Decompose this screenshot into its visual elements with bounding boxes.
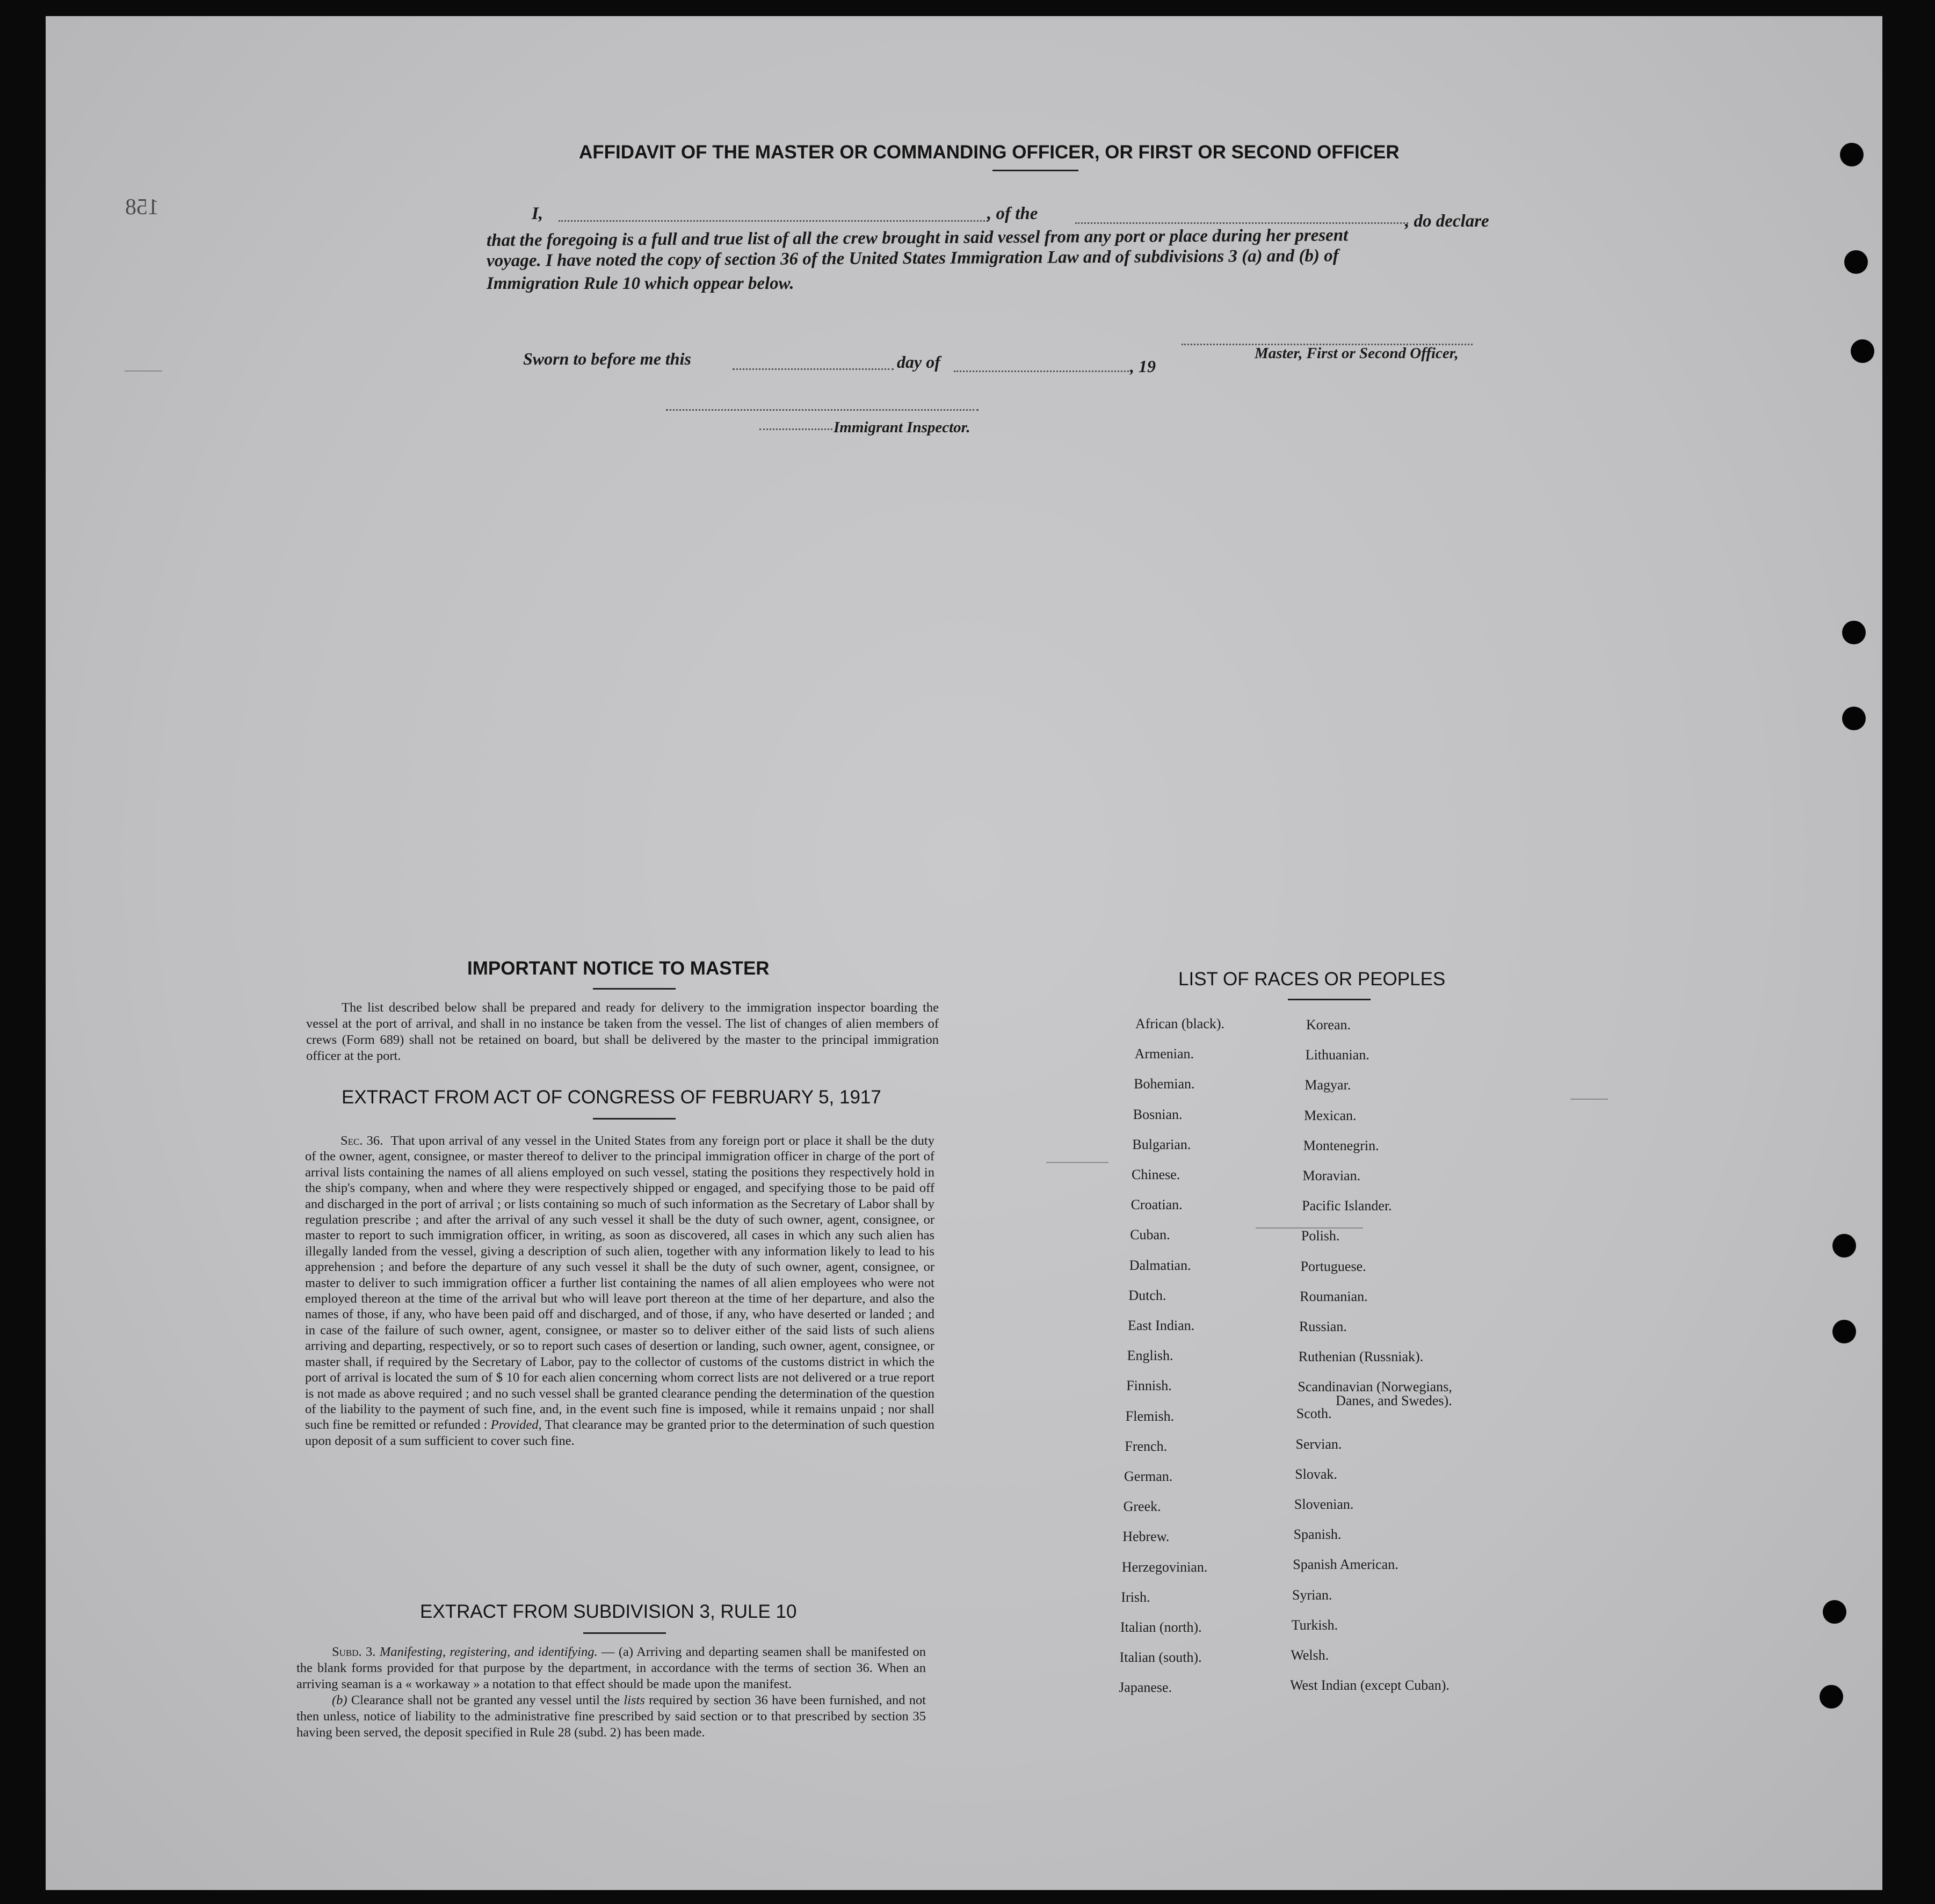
punch-hole xyxy=(1823,1600,1846,1624)
stray-mark xyxy=(1570,1099,1608,1100)
race-item: German. xyxy=(1124,1469,1173,1484)
race-item: Lithuanian. xyxy=(1305,1047,1369,1063)
race-item: Italian (north). xyxy=(1120,1619,1202,1635)
statement-line-4: Immigration Rule 10 which oppear below. xyxy=(487,274,794,293)
rule-title: EXTRACT FROM SUBDIVISION 3, RULE 10 xyxy=(420,1601,797,1622)
subd-label: Subd. 3. xyxy=(332,1645,376,1659)
race-item: Greek. xyxy=(1123,1499,1161,1515)
race-item: Servian. xyxy=(1295,1436,1342,1452)
notice-title: IMPORTANT NOTICE TO MASTER xyxy=(467,958,770,979)
subd-b-text-2: required by section 36 have been furnished, and not then unless, notice of liability to the administrative fine prescribed by said section or to that prescribed by section 35 having been served, the deposit specified in Rule 28 (subd. 2) has been made. xyxy=(296,1693,926,1740)
subd-a-text: — (a) Arriving and departing seamen shall be manifested on the blank forms provided for that purpose by the department, in accordance with the terms of section 36. When an arriving seaman is a « workaway » a notation to that effect should be made upon the manifest. xyxy=(296,1645,926,1691)
punch-hole xyxy=(1820,1685,1843,1709)
race-item: Syrian. xyxy=(1292,1587,1332,1603)
punch-hole xyxy=(1840,143,1864,166)
race-item: Turkish. xyxy=(1291,1617,1338,1633)
vessel-name-blank xyxy=(1075,222,1408,224)
race-item: Bohemian. xyxy=(1134,1076,1195,1092)
punch-hole xyxy=(1844,250,1868,274)
punch-hole xyxy=(1842,707,1866,730)
race-item: Armenian. xyxy=(1134,1046,1194,1062)
race-item: Herzegovinian. xyxy=(1121,1559,1208,1575)
punch-hole xyxy=(1851,339,1874,363)
race-item: Dalmatian. xyxy=(1129,1257,1191,1273)
race-item: Mexican. xyxy=(1304,1107,1357,1123)
races-rule xyxy=(1288,999,1371,1000)
act-tail: That clearance may be granted prior to the determination of such question upon deposit of a sum sufficient to cover such fine. xyxy=(305,1418,935,1448)
punch-hole xyxy=(1832,1234,1856,1258)
rule-paragraph xyxy=(296,1644,926,1741)
race-item: Japanese. xyxy=(1119,1680,1172,1696)
year-label: , 19 xyxy=(1130,357,1156,376)
race-item: Dutch. xyxy=(1128,1287,1166,1303)
notice-body: The list described below shall be prepared and ready for delivery to the immigration inspector boarding the vessel at the port of arrival, and shall in no instance be taken from the vessel. The list of changes of alien members of crews (Form 689) shall not be retained on board, but shall be delivered by the master to the principal immigration officer at the port. xyxy=(306,1000,939,1063)
race-item: Slovak. xyxy=(1295,1466,1337,1482)
race-item: Korean. xyxy=(1306,1017,1351,1033)
race-item: Croatian. xyxy=(1130,1197,1183,1213)
race-item: Spanish American. xyxy=(1293,1557,1398,1573)
inspector-signature-line xyxy=(666,409,979,411)
race-item: Pacific Islander. xyxy=(1302,1198,1392,1214)
subd-b-label: (b) xyxy=(332,1693,347,1707)
page-number-mark: 158 xyxy=(125,195,159,220)
race-item: Finnish. xyxy=(1126,1378,1172,1394)
punch-hole xyxy=(1842,621,1866,644)
race-item: Flemish. xyxy=(1125,1408,1175,1424)
act-rule xyxy=(593,1118,676,1120)
act-body: That upon arrival of any vessel in the United States from any foreign port or place it shall be the duty of the owner, agent, consignee, or master thereof to deliver to the principal immigration officer in charge of the port of arrival lists containing the names of all aliens employed on such vessel, stating the positions they respectively hold in the ship's company, when and where they were respectively shipped or engaged, and specifying those to be paid off and discharged in the port of arrival ; or lists containing so much of such information as the Secretary of Labor shall by regulation prescribe ; and after the arrival of any such vessel it shall be the duty of such owner, agent, consignee, or master to report to such immigration officer, in writing, as soon as discovered, all cases in which any such alien has illegally landed from the vessel, giving a description of such alien, together with any information likely to lead to his apprehension ; and before the departure of any such vessel it shall be the duty of such owner, agent, consignee, or master to deliver to such immigration officer a further list containing the names of all alien employees who were not employed thereon at the time of the arrival but who will leave port thereon at the time of her departure, and also the names of those, if any, who have been paid off and discharged, and of those, if any, who have deserted or landed ; and in case of the failure of such owner, agent, consignee, or master so to deliver either of the said lists of such aliens arriving and departing, respectively, or so to report such cases of desertion or landing, such owner, agent, consignee, or master shall, if required by the Secretary of Labor, pay to the collector of customs of the customs district in which the port of arrival is located the sum of $ 10 for each alien concerning whom correct lists are not delivered or a true report is not made as above required ; and no such vessel shall be granted clearance pending the determination of the question of the liability to the payment of such fine, and, in the event such fine is imposed, while it remains unpaid ; nor shall such fine be remitted or refunded : xyxy=(305,1133,934,1433)
declarant-i: I, xyxy=(532,204,543,223)
do-declare-label: , do declare xyxy=(1405,212,1489,231)
race-item: Hebrew. xyxy=(1122,1529,1170,1545)
races-title: LIST OF RACES OR PEOPLES xyxy=(1178,969,1446,990)
race-item: Polish. xyxy=(1301,1228,1340,1244)
provided-label: Provided, xyxy=(490,1418,542,1433)
race-item: Scandinavian (Norwegians, xyxy=(1298,1379,1452,1395)
sworn-day-blank xyxy=(733,368,894,370)
subd-title: Manifesting, registering, and identifying. xyxy=(379,1645,598,1659)
race-item: Portuguese. xyxy=(1300,1258,1366,1274)
race-item: African (black). xyxy=(1135,1016,1225,1031)
race-item: Danes, and Swedes). xyxy=(1336,1393,1452,1409)
stray-mark xyxy=(1046,1162,1108,1163)
race-item: French. xyxy=(1125,1438,1168,1454)
subd-b-lists: lists xyxy=(624,1693,645,1707)
race-item: East Indian. xyxy=(1128,1318,1195,1333)
race-item: Cuban. xyxy=(1130,1227,1170,1243)
subd-b-text-1: Clearance shall not be granted any vessel until the xyxy=(351,1693,620,1707)
race-item: Roumanian. xyxy=(1300,1288,1368,1304)
race-item: Russian. xyxy=(1299,1319,1347,1334)
race-item: Ruthenian (Russniak). xyxy=(1298,1349,1424,1365)
notice-paragraph xyxy=(306,1000,939,1064)
statement-line-3: voyage. I have noted the copy of section 36 of the United States Immigration Law and of subdivisions 3 (a) and (b) of xyxy=(486,246,1339,271)
act-paragraph xyxy=(305,1133,934,1449)
rule-rule xyxy=(583,1632,666,1634)
stray-mark xyxy=(125,370,162,372)
document-page xyxy=(46,16,1882,1890)
punch-hole xyxy=(1832,1320,1856,1343)
sworn-month-blank xyxy=(954,370,1129,372)
race-item: Magyar. xyxy=(1305,1077,1351,1093)
race-item: Chinese. xyxy=(1132,1167,1180,1182)
act-title: EXTRACT FROM ACT OF CONGRESS OF FEBRUARY 5, 1917 xyxy=(342,1087,881,1108)
section-label: Sec. 36. xyxy=(340,1133,383,1148)
race-item: Bosnian. xyxy=(1133,1106,1183,1122)
race-item: Italian (south). xyxy=(1119,1649,1202,1666)
master-signature-label: Master, First or Second Officer, xyxy=(1255,345,1459,362)
inspector-signature-lead xyxy=(759,428,832,430)
race-item: West Indian (except Cuban). xyxy=(1290,1677,1450,1694)
affidavit-title: AFFIDAVIT OF THE MASTER OR COMMANDING OFFICER, OR FIRST OR SECOND OFFICER xyxy=(579,142,1400,163)
statement-line-2: that the foregoing is a full and true list of all the crew brought in said vessel from any port or place during her present xyxy=(486,226,1349,250)
notice-rule xyxy=(593,988,676,990)
race-item: Moravian. xyxy=(1302,1168,1361,1183)
declarant-name-blank xyxy=(559,220,988,222)
race-item: Bulgarian. xyxy=(1132,1136,1191,1152)
race-item: Spanish. xyxy=(1293,1527,1342,1543)
race-item: Scoth. xyxy=(1296,1406,1332,1422)
title-rule xyxy=(992,170,1078,171)
race-item: Irish. xyxy=(1121,1589,1150,1605)
race-item: Slovenian. xyxy=(1294,1496,1354,1512)
race-item: Montenegrin. xyxy=(1303,1137,1379,1153)
race-item: Welsh. xyxy=(1291,1647,1329,1663)
inspector-signature-label: Immigrant Inspector. xyxy=(834,419,970,436)
race-item: English. xyxy=(1127,1348,1173,1364)
day-of-label: day of xyxy=(897,352,940,372)
of-the-label: , of the xyxy=(987,204,1038,223)
sworn-label: Sworn to before me this xyxy=(523,349,691,368)
